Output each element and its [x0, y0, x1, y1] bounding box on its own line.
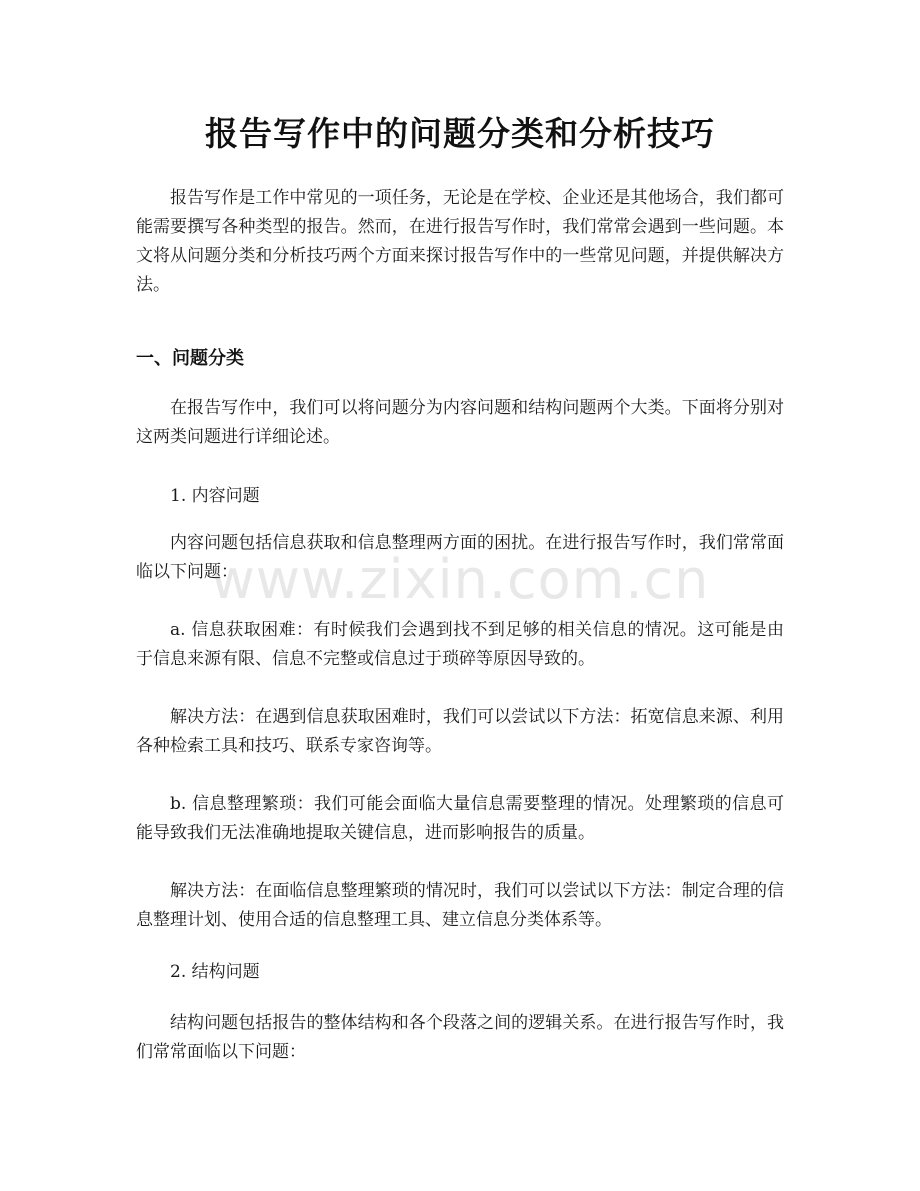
- watermark: www.zixin.com.cn: [210, 548, 710, 611]
- content-issues-paragraph: 内容问题包括信息获取和信息整理两方面的困扰。在进行报告写作时，我们常常面临以下问题：: [136, 533, 784, 582]
- subheading-structure-issues: 2. 结构问题: [170, 962, 260, 982]
- section-heading-classification: 一、问题分类: [136, 348, 244, 369]
- subheading-content-issues: 1. 内容问题: [170, 486, 260, 506]
- intro-paragraph: 报告写作是工作中常见的一项任务，无论是在学校、企业还是其他场合，我们都可能需要撰写各种类型的报告。然而，在进行报告写作时，我们常常会遇到一些问题。本文将从问题分类和分析技巧两个方面来探讨报告写作中的一些常见问题，并提供解决方法。: [136, 188, 784, 295]
- item-a-solution-paragraph: 解决方法：在遇到信息获取困难时，我们可以尝试以下方法：拓宽信息来源、利用各种检索工具和技巧、联系专家咨询等。: [136, 707, 784, 756]
- item-a-paragraph: a. 信息获取困难：有时候我们会遇到找不到足够的相关信息的情况。这可能是由于信息来源有限、信息不完整或信息过于琐碎等原因导致的。: [136, 620, 784, 669]
- section-intro-paragraph: 在报告写作中，我们可以将问题分为内容问题和结构问题两个大类。下面将分别对这两类问题进行详细论述。: [136, 398, 784, 447]
- item-b-solution-paragraph: 解决方法：在面临信息整理繁琐的情况时，我们可以尝试以下方法：制定合理的信息整理计划、使用合适的信息整理工具、建立信息分类体系等。: [136, 881, 784, 930]
- page-title: 报告写作中的问题分类和分析技巧: [205, 114, 715, 153]
- item-b-paragraph: b. 信息整理繁琐：我们可能会面临大量信息需要整理的情况。处理繁琐的信息可能导致我们无法准确地提取关键信息，进而影响报告的质量。: [136, 794, 784, 843]
- structure-issues-paragraph: 结构问题包括报告的整体结构和各个段落之间的逻辑关系。在进行报告写作时，我们常常面临以下问题：: [136, 1013, 784, 1062]
